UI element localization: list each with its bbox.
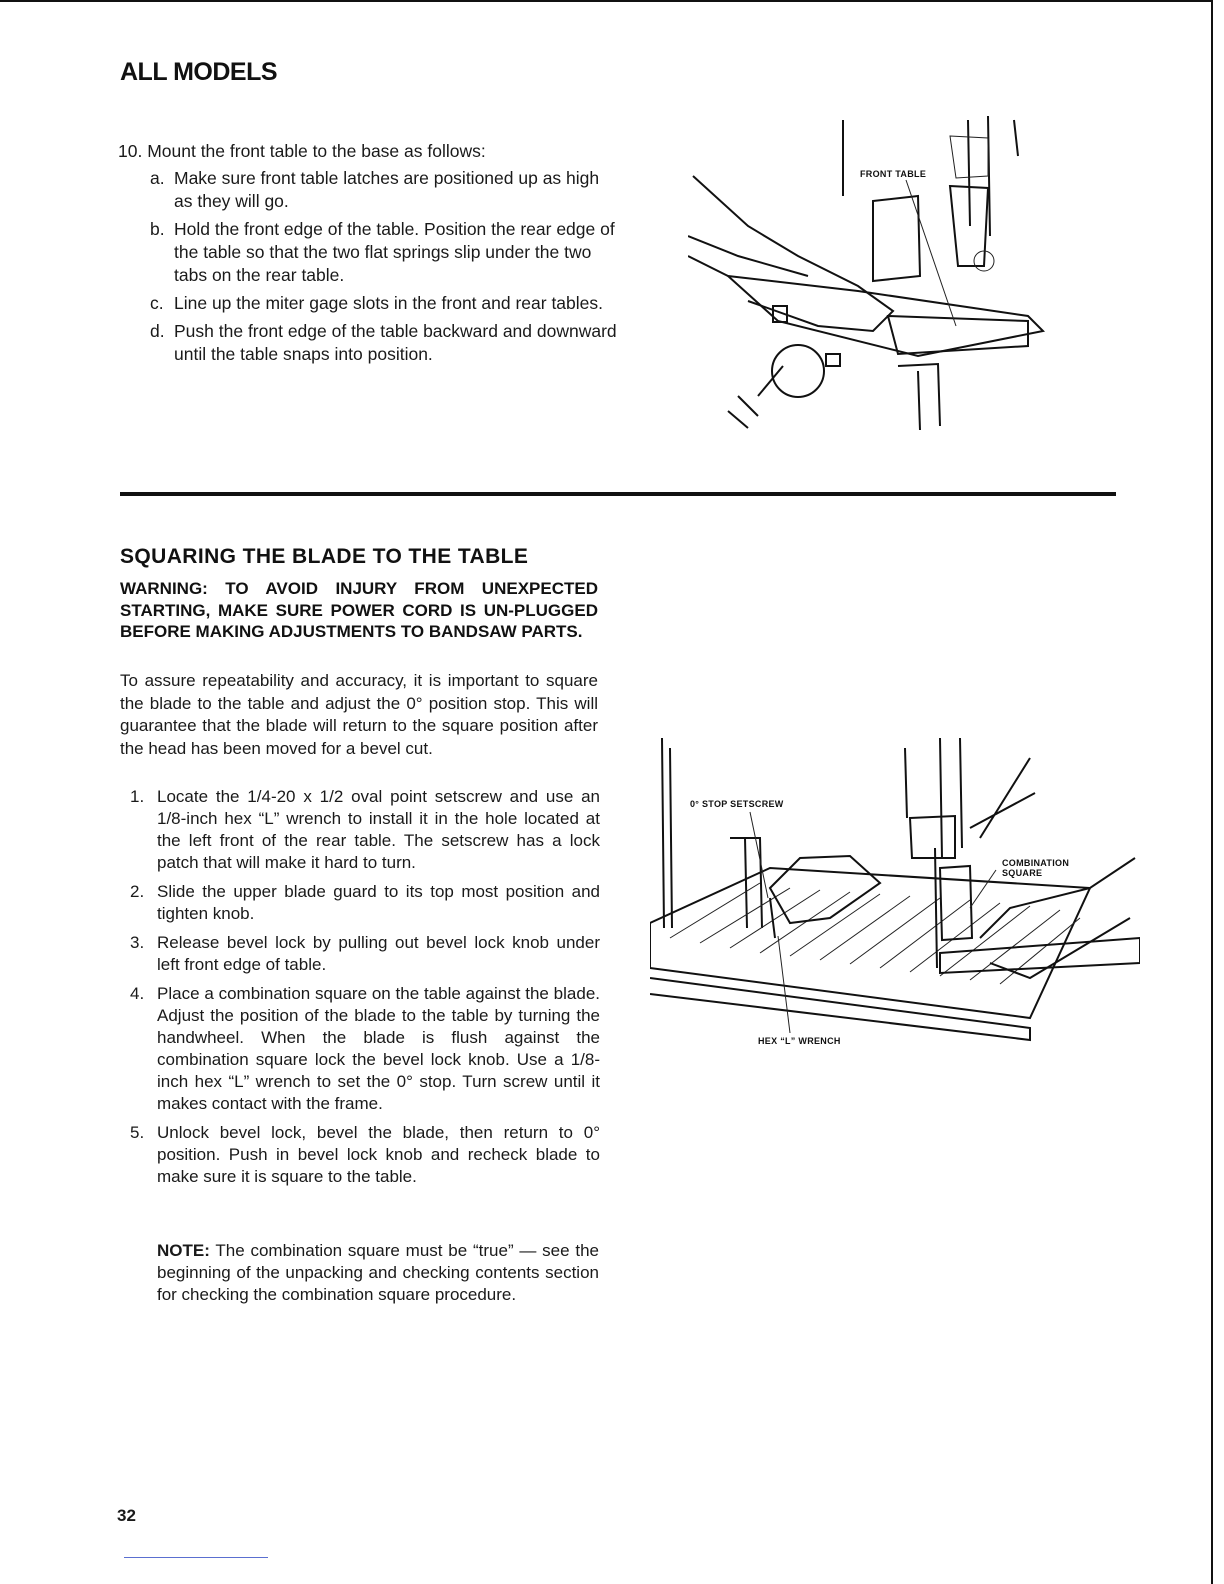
squaring-blade-illustration xyxy=(650,738,1140,1050)
warning-text: WARNING: TO AVOID INJURY FROM UNEXPECTED STARTING, MAKE SURE POWER CORD IS UN-PLUGGED BEFORE MAKING ADJUSTMENTS TO BANDSAW PARTS. xyxy=(120,579,598,641)
sub-step-marker: a. xyxy=(150,168,165,188)
sub-step-marker: d. xyxy=(150,321,165,341)
step-text: Release bevel lock by pulling out bevel lock knob under left front edge of table. xyxy=(157,933,600,974)
sub-step-text: Push the front edge of the table backward and downward until the table snaps into position. xyxy=(174,321,617,364)
section-divider xyxy=(120,492,1116,496)
sub-step-c xyxy=(118,292,618,315)
combination-square-head xyxy=(940,866,972,940)
stop-setscrew-label: 0° STOP SETSCREW xyxy=(690,799,784,809)
step-number: 2. xyxy=(130,882,145,901)
step-text: Place a combination square on the table against the blade. Adjust the position of the blade to the table by turning the handwheel. When the blade is flush against the combination square lock the bevel lock knob. Use a 1/8-inch hex “L” wrench to set the 0° stop. Turn screw until it makes contact with the frame. xyxy=(157,984,600,1113)
squaring-step-2 xyxy=(120,881,600,925)
blade-housing-lines xyxy=(968,116,1018,236)
right-border-rule xyxy=(1211,0,1213,1584)
step-10-block xyxy=(118,140,618,371)
squaring-step-4 xyxy=(120,983,600,1115)
step-number: 3. xyxy=(130,933,145,952)
sub-step-d xyxy=(118,320,618,366)
squaring-step-3 xyxy=(120,932,600,976)
front-table-leader-line xyxy=(906,180,956,326)
front-table-label: FRONT TABLE xyxy=(860,169,927,179)
front-table-drawing xyxy=(688,116,1048,430)
crank-handle-icon xyxy=(728,366,783,428)
column-outline xyxy=(873,196,920,281)
step-number: 5. xyxy=(130,1123,145,1142)
stop-setscrew-leader-line xyxy=(750,812,768,898)
page-number: 32 xyxy=(117,1506,136,1525)
step-number: 4. xyxy=(130,984,145,1003)
combination-square-rule xyxy=(940,938,1140,973)
blade-housing-lines xyxy=(905,738,962,858)
sub-step-text: Make sure front table latches are positioned up as high as they will go. xyxy=(174,168,600,211)
combination-square-leader-line xyxy=(970,870,996,908)
sub-step-b xyxy=(118,218,618,287)
left-frame-lines xyxy=(662,738,672,928)
step-10-lead: 10. Mount the front table to the base as follows: xyxy=(118,141,486,161)
sub-step-marker: b. xyxy=(150,219,165,239)
sub-step-text: Line up the miter gage slots in the front and rear tables. xyxy=(174,293,604,313)
step-text: Locate the 1/4-20 x 1/2 oval point setscrew and use an 1/8-inch hex “L” wrench to install it in the hole located at the left front of the rear table. The setscrew has a lock patch that will make it hard to turn. xyxy=(157,787,600,872)
second-arm-outline xyxy=(688,236,808,276)
squaring-step-5 xyxy=(120,1122,600,1188)
base-leg-lines xyxy=(898,364,940,430)
hex-wrench-icon xyxy=(770,898,775,938)
note-text: The combination square must be “true” — see the beginning of the unpacking and checking contents section for checking the combination square procedure. xyxy=(157,1241,599,1304)
latch-knob-icon xyxy=(826,354,840,366)
step-10-sub-list xyxy=(118,167,618,366)
sub-step-text: Hold the front edge of the table. Position the rear edge of the table so that the two flat springs slip under the two tabs on the rear table. xyxy=(174,219,615,285)
squaring-steps-list xyxy=(120,786,600,1195)
squaring-section-title: SQUARING THE BLADE TO THE TABLE xyxy=(120,545,529,568)
table-front-edge xyxy=(650,978,1030,1040)
squaring-step-1 xyxy=(120,786,600,874)
top-border-rule xyxy=(0,0,1212,2)
combination-square-label-line2: SQUARE xyxy=(1002,868,1043,878)
note-label: NOTE: xyxy=(157,1241,210,1260)
arm-hand-outline xyxy=(693,176,893,331)
left-hand-outline xyxy=(770,856,880,923)
blade-guard-outline xyxy=(910,816,955,858)
step-text: Unlock bevel lock, bevel the blade, then return to 0° position. Push in bevel lock knob and recheck blade to make sure it is square to the table. xyxy=(157,1123,600,1186)
sub-step-marker: c. xyxy=(150,293,164,313)
front-table-illustration xyxy=(688,116,1048,430)
step-number: 1. xyxy=(130,787,145,806)
bottom-margin-mark xyxy=(124,1557,268,1558)
intro-paragraph: To assure repeatability and accuracy, it is important to square the blade to the table and adjust the 0° position stop. This will guarantee that the blade will return to the square position after the head has been moved for a bevel cut. xyxy=(120,671,598,758)
combination-square-label-line1: COMBINATION xyxy=(1002,858,1070,868)
squaring-blade-drawing xyxy=(650,738,1140,1050)
step-text: Slide the upper blade guard to its top most position and tighten knob. xyxy=(157,882,600,923)
upper-arm-lines xyxy=(970,758,1035,838)
hex-wrench-label: HEX “L” WRENCH xyxy=(758,1036,841,1046)
table-top-outline xyxy=(728,276,1043,356)
section-heading: ALL MODELS xyxy=(120,58,278,86)
blade-line xyxy=(935,848,937,968)
note-paragraph xyxy=(157,1240,599,1306)
sub-step-a xyxy=(118,167,618,213)
